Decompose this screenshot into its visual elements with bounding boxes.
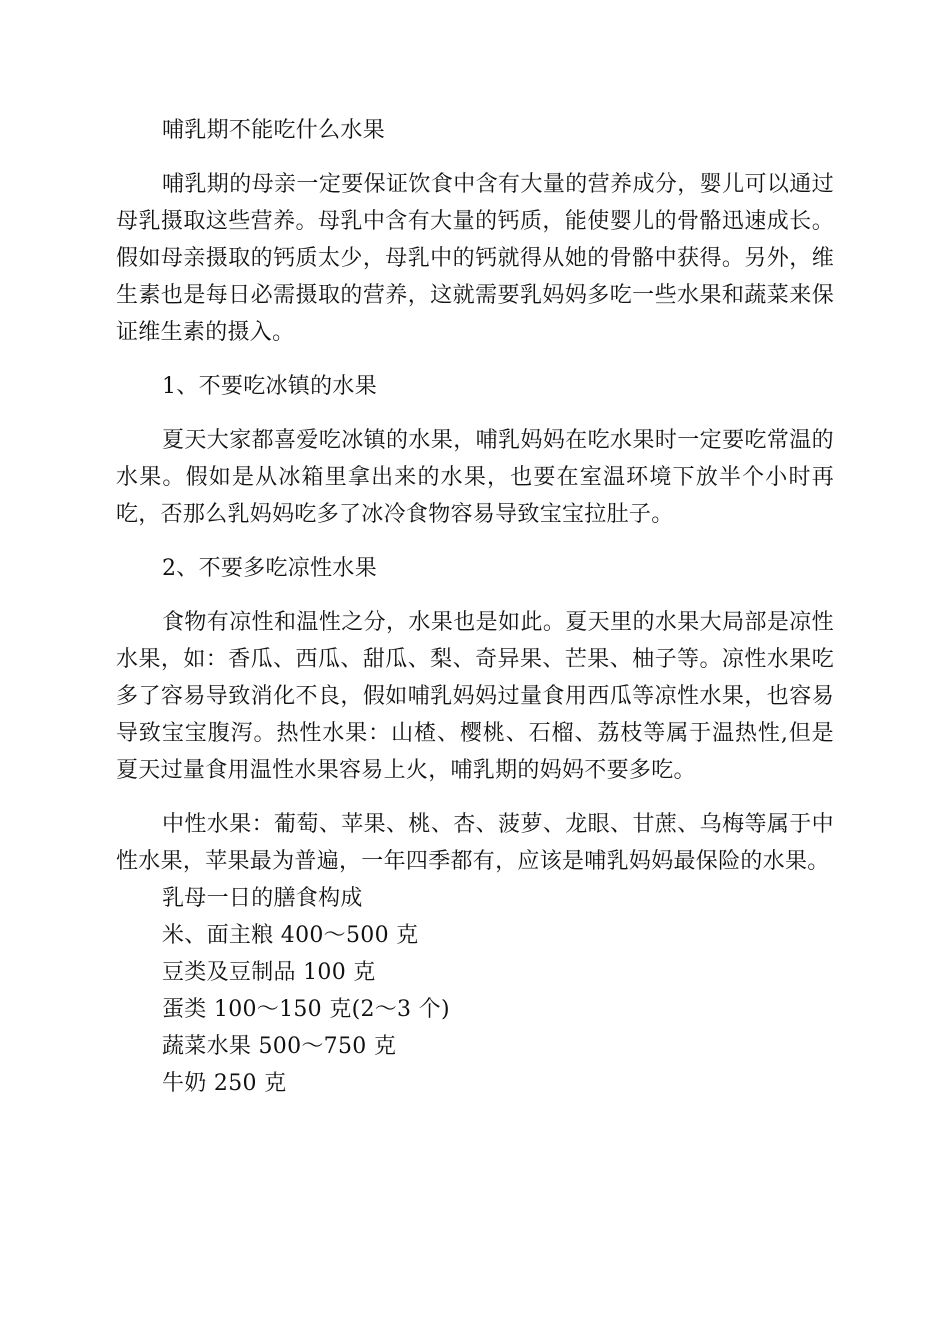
section-2-paragraph: 食物有凉性和温性之分，水果也是如此。夏天里的水果大局部是凉性水果，如：香瓜、西瓜、甜瓜、梨、奇异果、芒果、柚子等。凉性水果吃多了容易导致消化不良，假如哺乳妈妈过量食用西瓜等凉性水果，也容易导致宝宝腹泻。热性水果：山楂、樱桃、石榴、荔枝等属于温热性,但是夏天过量食用温性水果容易上火，哺乳期的妈妈不要多吃。: [116, 610, 834, 783]
diet-heading: 乳母一日的膳食构成: [162, 886, 363, 911]
section-1-heading: 1、不要吃冰镇的水果: [162, 374, 377, 399]
neutral-fruit-paragraph: 中性水果：葡萄、苹果、桃、杏、菠萝、龙眼、甘蔗、乌梅等属于中性水果，苹果最为普遍，一年四季都有，应该是哺乳妈妈最保险的水果。: [116, 812, 834, 874]
section-1-paragraph: 夏天大家都喜爱吃冰镇的水果，哺乳妈妈在吃水果时一定要吃常温的水果。假如是从冰箱里拿出来的水果，也要在室温环境下放半个小时再吃，否那么乳妈妈吃多了冰冷食物容易导致宝宝拉肚子。: [116, 428, 834, 527]
document-title: 哺乳期不能吃什么水果: [162, 118, 386, 143]
diet-item: 蔬菜水果 500～750 克: [162, 1034, 397, 1059]
document-body: [116, 112, 834, 1102]
diet-item: 牛奶 250 克: [162, 1071, 287, 1096]
intro-paragraph: 哺乳期的母亲一定要保证饮食中含有大量的营养成分，婴儿可以通过母乳摄取这些营养。母乳中含有大量的钙质，能使婴儿的骨骼迅速成长。假如母亲摄取的钙质太少，母乳中的钙就得从她的骨骼中获得。另外，维生素也是每日必需摄取的营养，这就需要乳妈妈多吃一些水果和蔬菜来保证维生素的摄入。: [116, 172, 834, 345]
diet-item: 豆类及豆制品 100 克: [162, 960, 376, 985]
section-2-heading: 2、不要多吃凉性水果: [162, 556, 377, 581]
diet-item: 米、面主粮 400～500 克: [162, 923, 419, 948]
diet-item: 蛋类 100～150 克(2～3 个): [162, 997, 450, 1022]
